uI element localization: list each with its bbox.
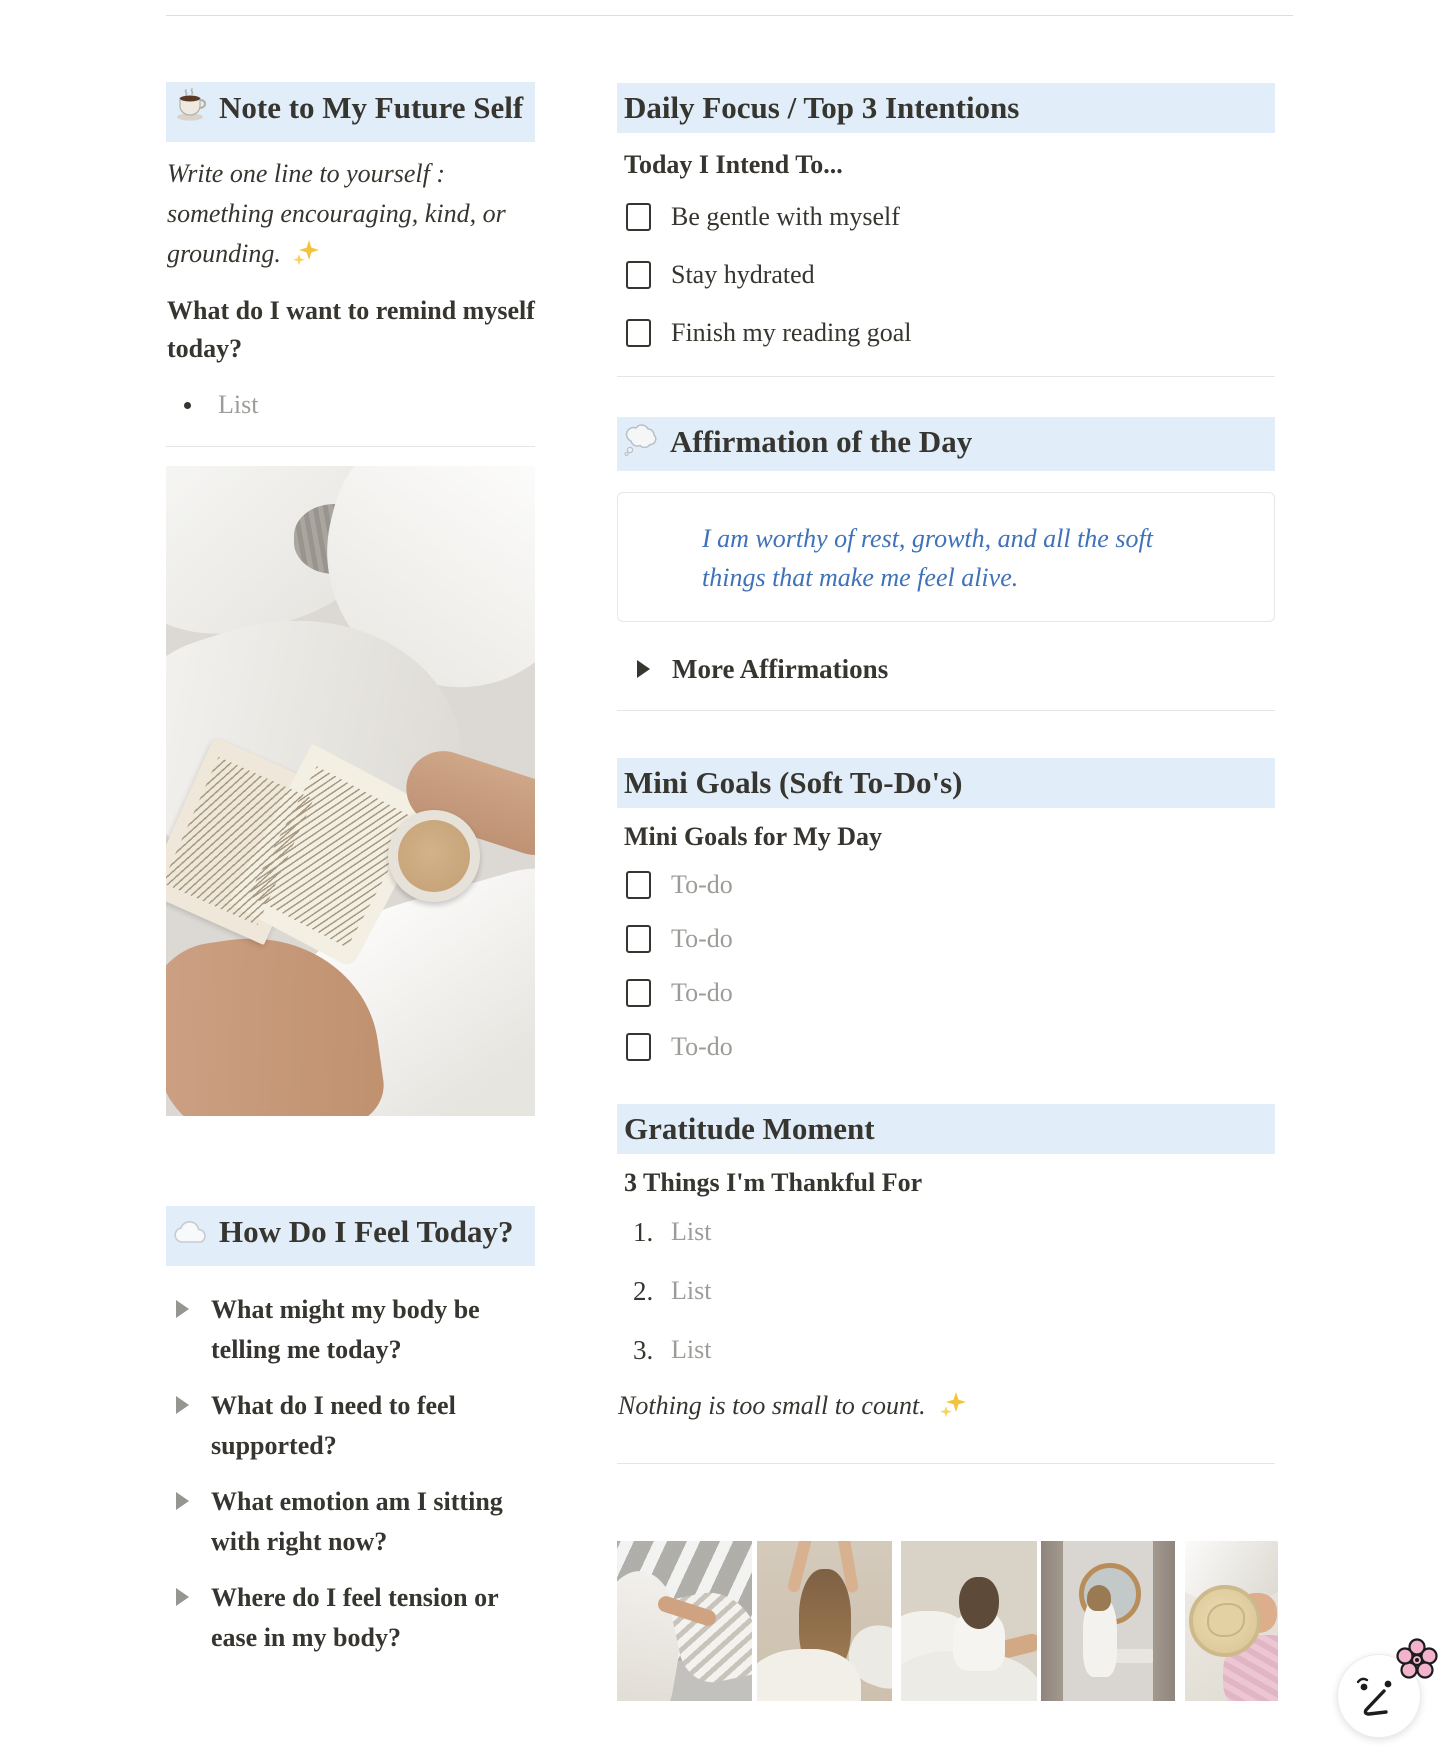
left-column [166,0,535,1674]
todo-item[interactable]: Finish my reading goal [626,312,1275,354]
gallery-photo-mirror[interactable] [1041,1541,1175,1701]
todo-item-empty[interactable]: To-do [626,864,1275,906]
photo-book-in-bed[interactable] [166,466,535,1116]
section-heading-daily-focus [617,83,1275,133]
toggle-item[interactable]: What might my body be telling me today? [176,1290,535,1370]
feel-toggle-list [166,1290,535,1658]
affirmation-quote-box[interactable] [617,492,1275,622]
checkbox-unchecked[interactable] [626,1033,651,1061]
section-title: Note to My Future Self [219,90,524,125]
checkbox-unchecked[interactable] [626,319,651,347]
todo-item-empty[interactable]: To-do [626,972,1275,1014]
todo-item-empty[interactable]: To-do [626,918,1275,960]
daily-focus-subtitle: Today I Intend To... [624,150,843,179]
section-title: Affirmation of the Day [670,424,973,459]
divider [617,710,1275,711]
gallery-photo-cream-jar[interactable] [1185,1541,1278,1701]
note-question: What do I want to remind myself today? [167,296,535,363]
gratitude-note: Nothing is too small to count. [618,1389,1275,1427]
list-placeholder[interactable]: List [218,390,259,419]
gratitude-list [617,1212,1275,1370]
cloud-icon [173,1212,209,1260]
coffee-icon [173,88,209,136]
section-heading-affirmation [617,417,1275,471]
checkbox-unchecked[interactable] [626,261,651,289]
checkbox-unchecked[interactable] [626,925,651,953]
section-title: Daily Focus / Top 3 Intentions [624,90,1020,125]
checkbox-unchecked[interactable] [626,203,651,231]
photo-gallery [617,1541,1275,1701]
section-heading-note-to-future-self [166,82,535,142]
checkbox-unchecked[interactable] [626,871,651,899]
more-affirmations-toggle[interactable]: More Affirmations [637,652,1275,686]
todo-item[interactable]: Stay hydrated [626,254,1275,296]
note-list-item[interactable] [184,390,535,420]
brand-badge-button[interactable] [1337,1637,1441,1737]
section-title: Mini Goals (Soft To-Do's) [624,765,963,800]
section-heading-mini-goals [617,758,1275,808]
sparkles-icon [940,1390,968,1427]
toggle-triangle-icon[interactable] [637,660,650,678]
section-heading-gratitude [617,1104,1275,1154]
toggle-item[interactable]: What emotion am I sitting with right now? [176,1482,535,1562]
toggle-triangle-icon[interactable] [176,1588,189,1606]
todo-item-empty[interactable]: To-do [626,1026,1275,1068]
checkbox-unchecked[interactable] [626,979,651,1007]
todo-item[interactable]: Be gentle with myself [626,196,1275,238]
toggle-triangle-icon[interactable] [176,1300,189,1318]
section-title: Gratitude Moment [624,1111,875,1146]
toggle-triangle-icon[interactable] [176,1492,189,1510]
section-title: How Do I Feel Today? [219,1214,514,1249]
numbered-list-item[interactable]: 1. List [633,1216,712,1247]
note-description: Write one line to yourself : something encouraging, kind, or grounding. [167,154,535,278]
sparkles-icon [293,238,321,278]
section-heading-how-do-i-feel [166,1206,535,1266]
toggle-item[interactable]: What do I need to feel supported? [176,1386,535,1466]
bullet-icon [184,402,191,409]
affirmation-quote: I am worthy of rest, growth, and all the soft things that make me feel alive. [702,524,1153,592]
gallery-photo-stretching[interactable] [757,1541,892,1701]
thought-balloon-icon [624,423,660,468]
flower-icon [1393,1637,1441,1690]
toggle-item[interactable]: Where do I feel tension or ease in my body? [176,1578,535,1658]
divider [617,1463,1275,1464]
divider [166,446,535,447]
mug-coffee [398,820,470,892]
toggle-triangle-icon[interactable] [176,1396,189,1414]
gallery-photo-bed-selfie[interactable] [901,1541,1037,1701]
numbered-list-item[interactable]: 3. List [633,1334,712,1365]
right-column [617,0,1275,1701]
numbered-list-item[interactable]: 2. List [633,1275,712,1306]
mini-goals-subtitle: Mini Goals for My Day [624,822,883,851]
divider [617,376,1275,377]
gallery-photo-window-light[interactable] [617,1541,752,1701]
gratitude-subtitle: 3 Things I'm Thankful For [624,1168,923,1197]
